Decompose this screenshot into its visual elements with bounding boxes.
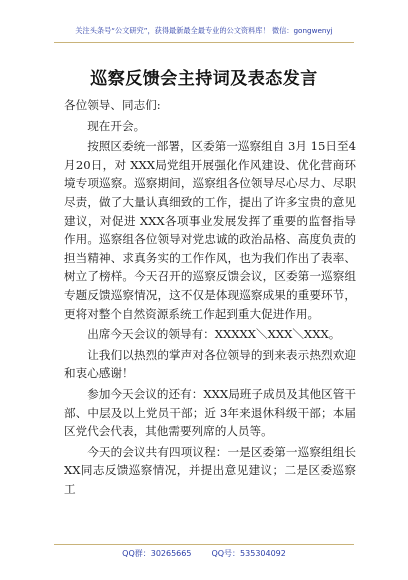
footer-qq-number: QQ号：535304092: [211, 549, 286, 558]
paragraph: 让我们以热烈的掌声对各位领导的到来表示热烈欢迎和衷心感谢！: [64, 347, 356, 381]
footer-qq-group: QQ群：30265665: [122, 549, 192, 558]
paragraph: 出席今天会议的领导有：XXXXX＼XXX＼XXX。: [87, 327, 341, 342]
document-title: 巡察反馈会主持词及表态发言: [90, 69, 318, 89]
paragraph: 今天的会议共有四项议程：一是区委第一巡察组组长 XX同志反馈巡察情况，并提出意见建议；二是区委巡察工: [64, 444, 356, 496]
header-banner: 关注头条号“公文研究”，获得最新最全最专业的公文资料库！ 微信：gongwenyj: [54, 22, 354, 43]
salutation: 各位领导、同志们:: [64, 98, 161, 112]
paragraph: 按照区委统一部署，区委第一巡察组自 3月 15日至4月20日，对 XXX局党组开展强化作风建设、优化营商环境专项巡察。巡察期间，巡察组各位领导尽心尽力、尽职尽责，做了大量认真细致的工作，提出了许多宝贵的意见建议，对促进 XXX各项事业发展发挥了重要的监督指导作用。巡察组各位领导对党忠诚的政治品格、高度负责的担当精神、求真务实的工作作风，也为我们作出了表率、树立了榜样。今天召开的巡察反馈会议，区委第一巡察组专题反馈巡察情况，这不仅是体现巡察成果的重要环节，更将对整个自然资源系统工作起到重大促进作用。: [64, 139, 356, 321]
paragraph: 现在开会。: [87, 118, 146, 133]
footer-contact: [54, 544, 354, 563]
paragraph: 参加今天会议的还有：XXX局班子成员及其他区管干部、中层及以上党员干部；近 3年来退休科级干部；本届区党代会代表，其他需要列席的人员等。: [64, 386, 356, 439]
document-body: [64, 96, 356, 500]
